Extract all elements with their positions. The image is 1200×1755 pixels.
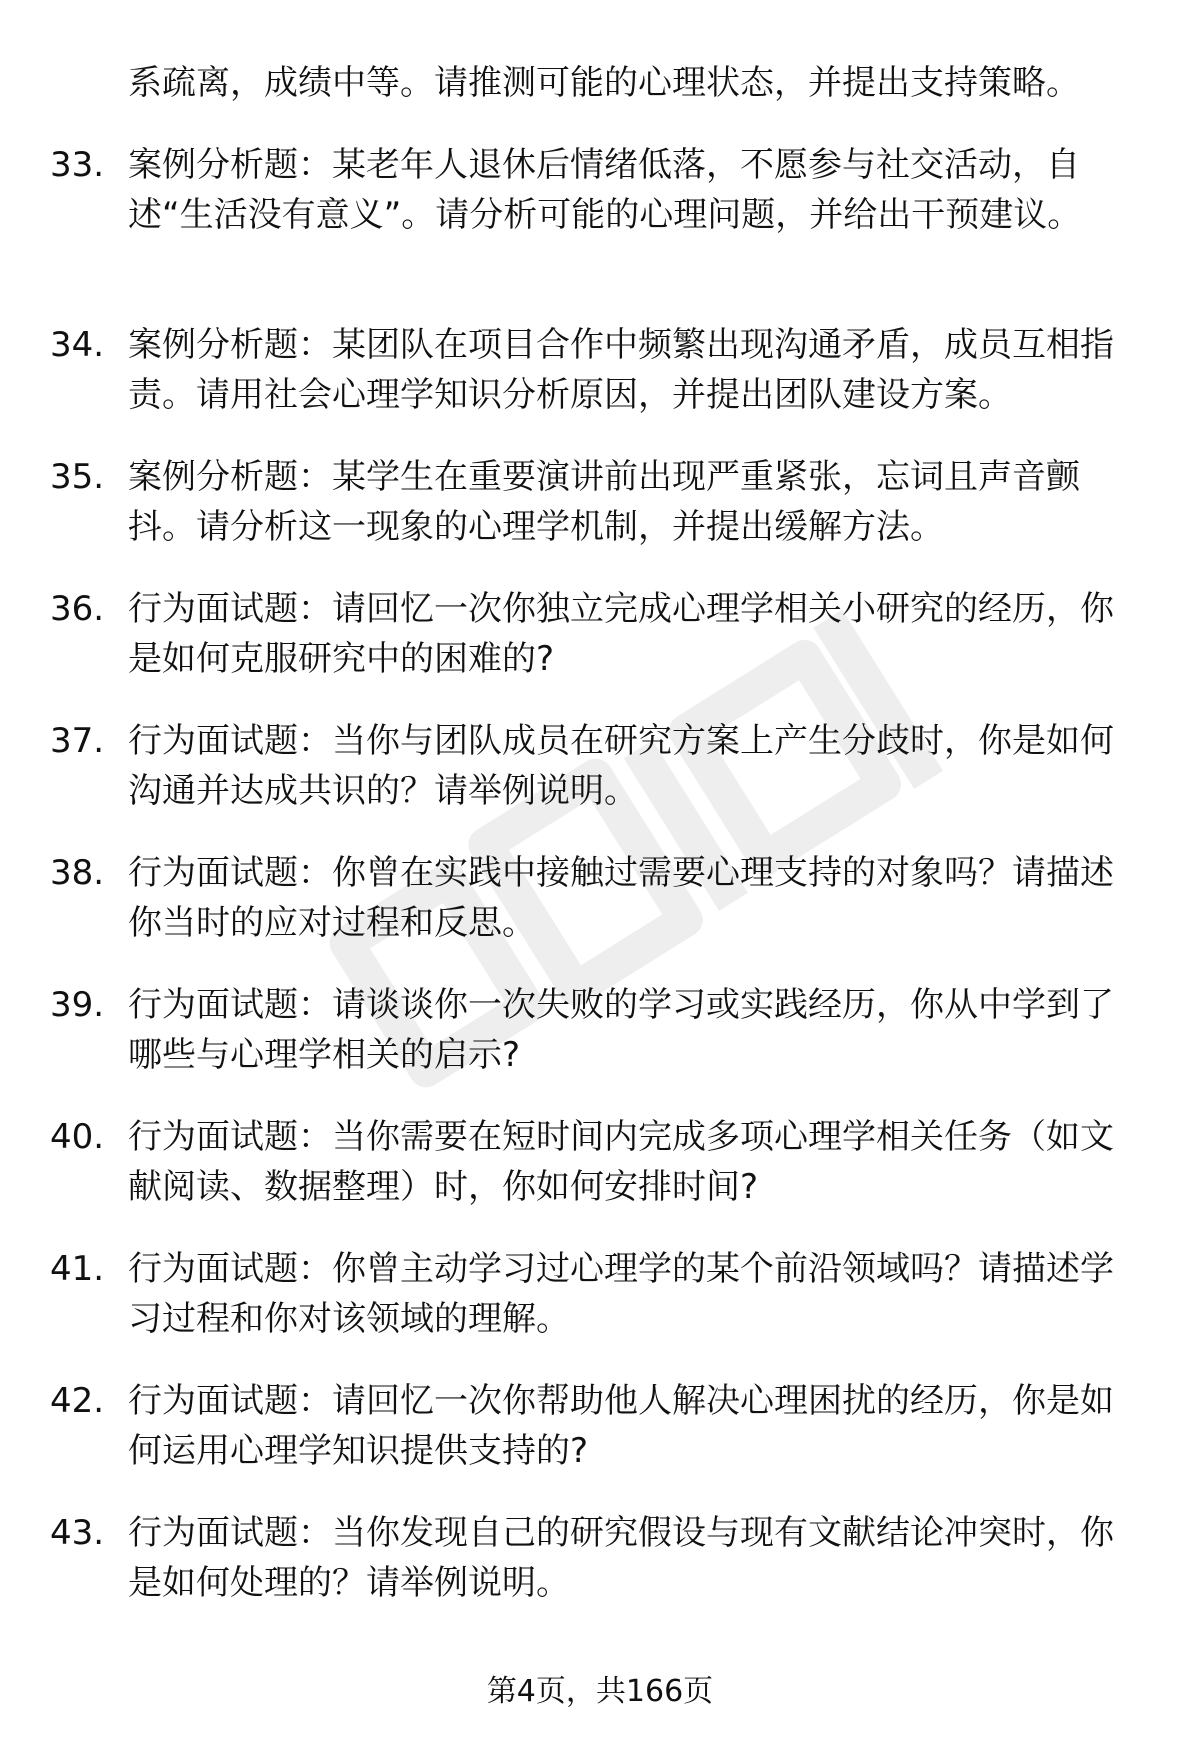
question-number: 39. [50,985,105,1025]
question-item [0,1244,1200,1376]
question-text: 案例分析题：某老年人退休后情绪低落，不愿参与社交活动，自述“生活没有意义”。请分析可能的心理问题，并给出干预建议。 [128,145,1082,235]
question-list [0,140,1200,1640]
question-text: 行为面试题：当你发现自己的研究假设与现有文献结论冲突时，你是如何处理的？请举例说明。 [128,1513,1114,1603]
question-number: 33. [50,145,105,185]
question-item [0,320,1200,452]
question-text: 行为面试题：当你需要在短时间内完成多项心理学相关任务（如文献阅读、数据整理）时，你如何安排时间? [128,1117,1114,1207]
question-item [0,584,1200,716]
question-number: 35. [50,457,105,497]
continued-question-text: 系疏离，成绩中等。请推测可能的心理状态，并提出支持策略。 [128,63,1080,103]
question-text: 行为面试题：请回忆一次你帮助他人解决心理困扰的经历，你是如何运用心理学知识提供支持的? [128,1381,1114,1471]
question-item [0,1376,1200,1508]
question-item [0,1508,1200,1640]
question-text: 行为面试题：请谈谈你一次失败的学习或实践经历，你从中学到了哪些与心理学相关的启示? [128,985,1114,1075]
question-text: 行为面试题：请回忆一次你独立完成心理学相关小研究的经历，你是如何克服研究中的困难的? [128,589,1114,679]
question-item [0,716,1200,848]
question-number: 34. [50,325,105,365]
question-item [0,1112,1200,1244]
question-number: 40. [50,1117,105,1157]
question-text: 行为面试题：当你与团队成员在研究方案上产生分歧时，你是如何沟通并达成共识的？请举例说明。 [128,721,1114,811]
question-number: 42. [50,1381,105,1421]
question-item [0,140,1200,320]
question-text: 行为面试题：你曾主动学习过心理学的某个前沿领域吗？请描述学习过程和你对该领域的理解。 [128,1249,1114,1339]
question-item [0,980,1200,1112]
question-text: 行为面试题：你曾在实践中接触过需要心理支持的对象吗？请描述你当时的应对过程和反思。 [128,853,1114,943]
question-number: 41. [50,1249,105,1289]
question-item [0,848,1200,980]
question-number: 37. [50,721,105,761]
page-footer: 第4页，共166页 [486,1674,714,1709]
question-text: 案例分析题：某团队在项目合作中频繁出现沟通矛盾，成员互相指责。请用社会心理学知识分析原因，并提出团队建设方案。 [128,325,1114,415]
question-number: 36. [50,589,105,629]
question-item [0,452,1200,584]
question-number: 38. [50,853,105,893]
question-text: 案例分析题：某学生在重要演讲前出现严重紧张，忘词且声音颤抖。请分析这一现象的心理学机制，并提出缓解方法。 [128,457,1080,547]
question-number: 43. [50,1513,105,1553]
